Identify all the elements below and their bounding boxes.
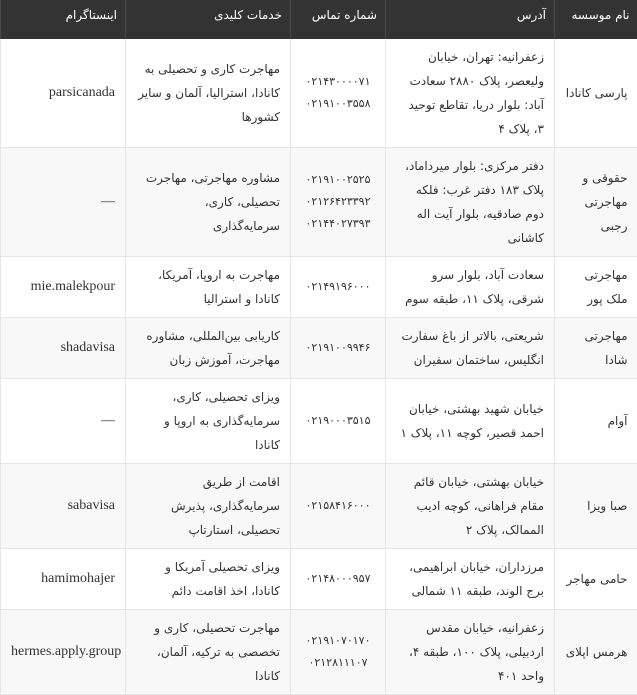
agency-name: حامی مهاجر bbox=[555, 549, 637, 610]
agency-phones bbox=[291, 379, 386, 464]
agency-services: کاریابی بین‌المللی، مشاوره مهاجرت، آموزش زبان bbox=[126, 318, 291, 379]
phone-number[interactable]: ۰۲۱۹۱۰۰۹۹۴۶ bbox=[301, 337, 375, 359]
table-row bbox=[1, 148, 637, 257]
phone-number[interactable]: ۰۲۱۹۰۰۰۳۵۱۵ bbox=[301, 410, 375, 432]
agency-instagram: shadavisa bbox=[1, 318, 126, 379]
phone-number[interactable]: ۰۲۱۲۶۴۲۳۳۹۲ bbox=[301, 191, 375, 213]
agency-instagram: hamimohajer bbox=[1, 549, 126, 610]
agency-phones bbox=[291, 549, 386, 610]
agency-services: ویزای تحصیلی، کاری، سرمایه‌گذاری به اروپا و کانادا bbox=[126, 379, 291, 464]
table-row bbox=[1, 464, 637, 549]
agency-address: خیابان بهشتی، خیابان قائم مقام فراهانی، کوچه ادیب الممالک، پلاک ۲ bbox=[386, 464, 555, 549]
table-row bbox=[1, 549, 637, 610]
agency-services: مهاجرت تحصیلی، کاری و تخصصی به ترکیه، آلمان، کانادا bbox=[126, 610, 291, 695]
table-row bbox=[1, 610, 637, 695]
phone-number[interactable]: ۰۲۱۹۱۰۰۳۵۵۸ bbox=[301, 93, 375, 115]
agency-services: مهاجرت به اروپا، آمریکا، کانادا و استرالیا bbox=[126, 257, 291, 318]
phone-number[interactable]: ۰۲۱۹۱۰۰۲۵۲۵ bbox=[301, 169, 375, 191]
agency-name: هرمس اپلای bbox=[555, 610, 637, 695]
phone-number[interactable]: ۰۲۱۴۹۱۹۶۰۰۰ bbox=[301, 276, 375, 298]
agency-instagram: sabavisa bbox=[1, 464, 126, 549]
agency-phones bbox=[291, 464, 386, 549]
table-row bbox=[1, 318, 637, 379]
phone-number[interactable]: ۰۲۱۴۳۰۰۰۰۷۱ bbox=[301, 71, 375, 93]
agency-address: شریعتی، بالاتر از باغ سفارت انگلیس، ساختمان سفیران bbox=[386, 318, 555, 379]
agency-instagram: mie.malekpour bbox=[1, 257, 126, 318]
table-row bbox=[1, 39, 637, 148]
table-row bbox=[1, 257, 637, 318]
agency-services: مشاوره مهاجرتی، مهاجرت تحصیلی، کاری، سرمایه‌گذاری bbox=[126, 148, 291, 257]
table-header-row bbox=[1, 0, 637, 39]
agency-phones bbox=[291, 610, 386, 695]
agency-name: حقوقی و مهاجرتی رجبی bbox=[555, 148, 637, 257]
phone-number[interactable]: ۰۲۱۹۱۰۷۰۱۷۰ bbox=[301, 630, 375, 652]
header-phone: شماره تماس bbox=[291, 0, 386, 39]
table-row bbox=[1, 379, 637, 464]
agency-phones bbox=[291, 318, 386, 379]
phone-number[interactable]: ۰۲۱۵۸۴۱۶۰۰۰ bbox=[301, 495, 375, 517]
phone-number[interactable]: ۰۲۱۲۸۱۱۱۰۷ bbox=[301, 652, 375, 674]
agency-address: خیابان شهید بهشتی، خیابان احمد قصیر، کوچه ۱۱، پلاک ۱ bbox=[386, 379, 555, 464]
agency-instagram: — bbox=[1, 379, 126, 464]
phone-number[interactable]: ۰۲۱۴۴۰۲۷۳۹۳ bbox=[301, 213, 375, 235]
header-address: آدرس bbox=[386, 0, 555, 39]
agency-phones bbox=[291, 257, 386, 318]
phone-number[interactable]: ۰۲۱۴۸۰۰۰۹۵۷ bbox=[301, 568, 375, 590]
header-services: خدمات کلیدی bbox=[126, 0, 291, 39]
agency-name: مهاجرتی شادا bbox=[555, 318, 637, 379]
header-instagram: اینستاگرام bbox=[1, 0, 126, 39]
agency-name: صبا ویزا bbox=[555, 464, 637, 549]
agency-services: اقامت از طریق سرمایه‌گذاری، پذیرش تحصیلی، استارتاپ bbox=[126, 464, 291, 549]
agency-name: مهاجرتی ملک پور bbox=[555, 257, 637, 318]
agency-address: زعفرانیه، خیابان مقدس اردبیلی، پلاک ۱۰۰، طبقه ۴، واحد ۴۰۱ bbox=[386, 610, 555, 695]
agency-phones bbox=[291, 39, 386, 148]
agency-services: مهاجرت کاری و تحصیلی به کانادا، استرالیا، آلمان و سایر کشورها bbox=[126, 39, 291, 148]
agency-address: مرزداران، خیابان ابراهیمی، برج الوند، طبقه ۱۱ شمالی bbox=[386, 549, 555, 610]
agency-phones bbox=[291, 148, 386, 257]
agency-address: سعادت آباد، بلوار سرو شرقی، پلاک ۱۱، طبقه سوم bbox=[386, 257, 555, 318]
agency-address: دفتر مرکزی: بلوار میرداماد، پلاک ۱۸۳ دفتر غرب: فلکه دوم صادقیه، بلوار آیت اله کاشانی bbox=[386, 148, 555, 257]
header-name: نام موسسه bbox=[555, 0, 637, 39]
agency-address: زعفرانیه: تهران، خیابان ولیعصر، پلاک ۲۸۸۰ سعادت آباد: بلوار دریا، تقاطع توحید ۳، پلاک ۴ bbox=[386, 39, 555, 148]
agency-services: ویزای تحصیلی آمریکا و کانادا، اخذ اقامت دائم bbox=[126, 549, 291, 610]
agency-name: آوام bbox=[555, 379, 637, 464]
agency-instagram: hermes.apply.group bbox=[1, 610, 126, 695]
agency-instagram: — bbox=[1, 148, 126, 257]
agency-instagram: parsicanada bbox=[1, 39, 126, 148]
agency-name: پارسی کانادا bbox=[555, 39, 637, 148]
